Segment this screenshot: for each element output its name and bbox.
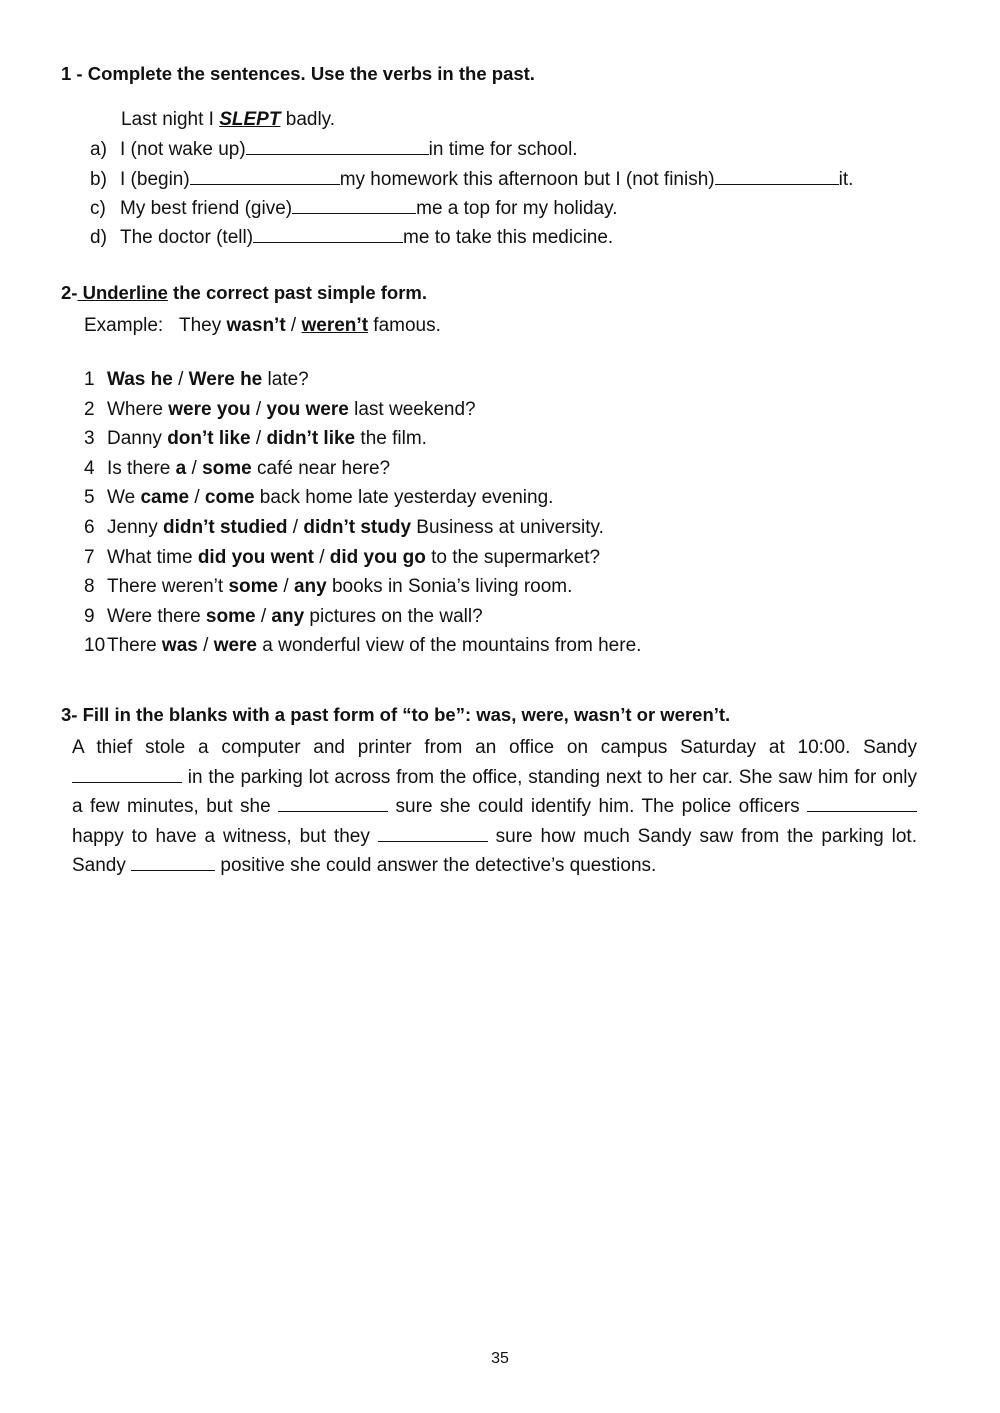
example-text-after: badly. <box>280 109 336 130</box>
item-text-before: There weren’t <box>107 576 229 598</box>
paragraph-text: happy to have a witness, but they <box>72 825 378 847</box>
choice-option-1[interactable]: was <box>161 635 198 657</box>
page-number: 35 <box>491 1350 509 1367</box>
answer-blank[interactable] <box>72 765 182 783</box>
example-text-after: famous. <box>368 315 441 336</box>
item-text-before: What time <box>107 546 198 568</box>
answer-blank[interactable] <box>246 138 429 155</box>
answer-blank[interactable] <box>190 168 340 185</box>
section-1-item-b <box>90 168 853 192</box>
item-text: me to take this medicine. <box>403 227 614 248</box>
paragraph-text: sure how much Sandy saw from the parking lot. Sandy <box>72 825 917 876</box>
item-number: 3 <box>84 428 95 450</box>
item-number: 5 <box>84 487 95 509</box>
item-text: I (not wake up) <box>120 139 246 160</box>
section-2-item <box>84 398 476 422</box>
item-text-before: There <box>107 635 162 657</box>
item-text-after: the film. <box>355 428 427 450</box>
answer-blank[interactable] <box>131 853 215 871</box>
answer-blank[interactable] <box>253 226 403 243</box>
section-2-item <box>84 516 604 540</box>
section-1-example <box>121 108 335 132</box>
item-text-before: Danny <box>107 428 168 450</box>
item-letter: b) <box>90 169 107 190</box>
example-label: Example: <box>84 315 164 336</box>
item-text-after: late? <box>262 369 309 390</box>
item-text: I (begin) <box>120 169 190 190</box>
choice-option-1[interactable]: don’t like <box>167 428 251 450</box>
item-number: 7 <box>84 546 95 568</box>
item-text-after: books in Sonia’s living room. <box>326 576 573 598</box>
paragraph-text: A thief stole a computer and printer from an office on campus Saturday at 10:00. Sandy <box>72 737 917 758</box>
item-text-before: Is there <box>107 457 176 479</box>
item-text-before: We <box>107 487 141 509</box>
item-text-after: a wonderful view of the mountains from here. <box>257 635 642 657</box>
item-text: my homework this afternoon but I (not finish) <box>339 169 715 190</box>
section-2-item <box>84 605 483 629</box>
item-letter: a) <box>90 139 107 160</box>
choice-separator: / <box>250 428 267 450</box>
choice-option-1[interactable]: did you went <box>197 546 314 568</box>
section-2-item <box>84 634 641 658</box>
item-text: The doctor (tell) <box>120 227 254 248</box>
item-text-before: Where <box>107 398 169 420</box>
choice-separator: / <box>172 369 189 390</box>
choice-option-2[interactable]: any <box>271 605 305 627</box>
item-text-after: Business at university. <box>411 517 604 538</box>
item-number: 4 <box>84 457 95 479</box>
choice-separator: / <box>186 457 203 479</box>
choice-option-1[interactable]: came <box>140 487 190 509</box>
choice-option-2[interactable]: come <box>204 487 255 509</box>
item-text-after: to the supermarket? <box>425 546 601 568</box>
choice-option-1[interactable]: some <box>205 605 256 627</box>
choice-option-2[interactable]: Were he <box>188 369 263 390</box>
section-3-title: 3- Fill in the blanks with a past form of “to be”: was, were, wasn’t or weren’t. <box>61 704 731 725</box>
choice-separator: / <box>313 546 330 568</box>
choice-option-1[interactable]: Was he <box>107 369 173 390</box>
item-number: 8 <box>84 576 95 598</box>
example-option-1: wasn’t <box>226 315 286 336</box>
item-number: 2 <box>84 398 95 420</box>
section-2-item <box>84 575 572 599</box>
item-text-after: café near here? <box>251 457 391 479</box>
item-number: 6 <box>84 517 95 538</box>
answer-blank[interactable] <box>278 794 388 812</box>
answer-blank[interactable] <box>715 168 839 185</box>
item-text: My best friend (give) <box>120 198 293 219</box>
choice-option-2[interactable]: were <box>213 635 257 657</box>
example-separator: / <box>285 315 302 336</box>
section-2-title <box>61 282 427 304</box>
section-1-item-a <box>90 138 578 162</box>
choice-option-2[interactable]: did you go <box>329 546 426 568</box>
section-2-item <box>84 427 427 451</box>
choice-separator: / <box>287 517 304 538</box>
paragraph-text: positive she could answer the detective’s questions. <box>215 855 657 876</box>
choice-option-1[interactable]: didn’t studied <box>162 517 288 538</box>
choice-separator: / <box>197 635 214 657</box>
choice-option-2[interactable]: didn’t study <box>303 517 412 538</box>
item-text-after: pictures on the wall? <box>304 605 483 627</box>
section-2-item <box>84 368 309 392</box>
choice-option-1[interactable]: a <box>175 457 187 479</box>
section-2-item <box>84 457 390 481</box>
answer-blank[interactable] <box>378 824 488 842</box>
choice-separator: / <box>250 398 267 420</box>
example-text-before: They <box>179 315 227 336</box>
item-text-before: Were there <box>107 605 206 627</box>
item-letter: c) <box>90 198 106 219</box>
item-text-before: Jenny <box>107 517 163 538</box>
title-rest: the correct past simple form. <box>167 282 427 303</box>
answer-blank[interactable] <box>807 794 917 812</box>
title-prefix: 2- <box>61 282 78 303</box>
section-1-item-d <box>90 226 613 250</box>
item-number: 1 <box>84 369 95 390</box>
choice-option-1[interactable]: some <box>228 576 279 598</box>
choice-option-2[interactable]: some <box>202 457 252 479</box>
paragraph-text: sure she could identify him. The police officers <box>388 796 807 817</box>
item-text: it. <box>838 169 854 190</box>
item-text: in time for school. <box>428 139 578 160</box>
choice-option-2[interactable]: didn’t like <box>266 428 356 450</box>
item-number: 9 <box>84 605 95 627</box>
choice-separator: / <box>255 605 272 627</box>
item-text: me a top for my holiday. <box>416 198 618 219</box>
example-answer: SLEPT <box>219 109 281 130</box>
section-2-example <box>84 314 441 338</box>
choice-separator: / <box>189 487 205 509</box>
item-letter: d) <box>90 227 107 248</box>
section-1-item-c <box>90 197 617 221</box>
example-option-2-underlined: weren’t <box>301 315 369 336</box>
section-2-item <box>84 546 600 570</box>
section-1-title: 1 - Complete the sentences. Use the verbs in the past. <box>61 63 535 84</box>
choice-option-1[interactable]: were you <box>168 398 251 420</box>
choice-option-2[interactable]: any <box>293 576 327 598</box>
choice-separator: / <box>278 576 294 598</box>
paragraph-text: in the parking lot across from the office, standing next to her car. She saw him for only a few minutes, but she <box>72 766 917 817</box>
example-text-before: Last night I <box>121 109 220 130</box>
item-text-after: back home late yesterday evening. <box>254 487 554 509</box>
item-number: 10 <box>84 635 106 657</box>
item-text-after: last weekend? <box>348 398 476 420</box>
title-underlined-word: Underline <box>77 282 168 303</box>
section-3-paragraph <box>72 733 917 881</box>
answer-blank[interactable] <box>292 197 416 214</box>
choice-option-2[interactable]: you were <box>266 398 349 420</box>
section-2-item <box>84 486 553 510</box>
